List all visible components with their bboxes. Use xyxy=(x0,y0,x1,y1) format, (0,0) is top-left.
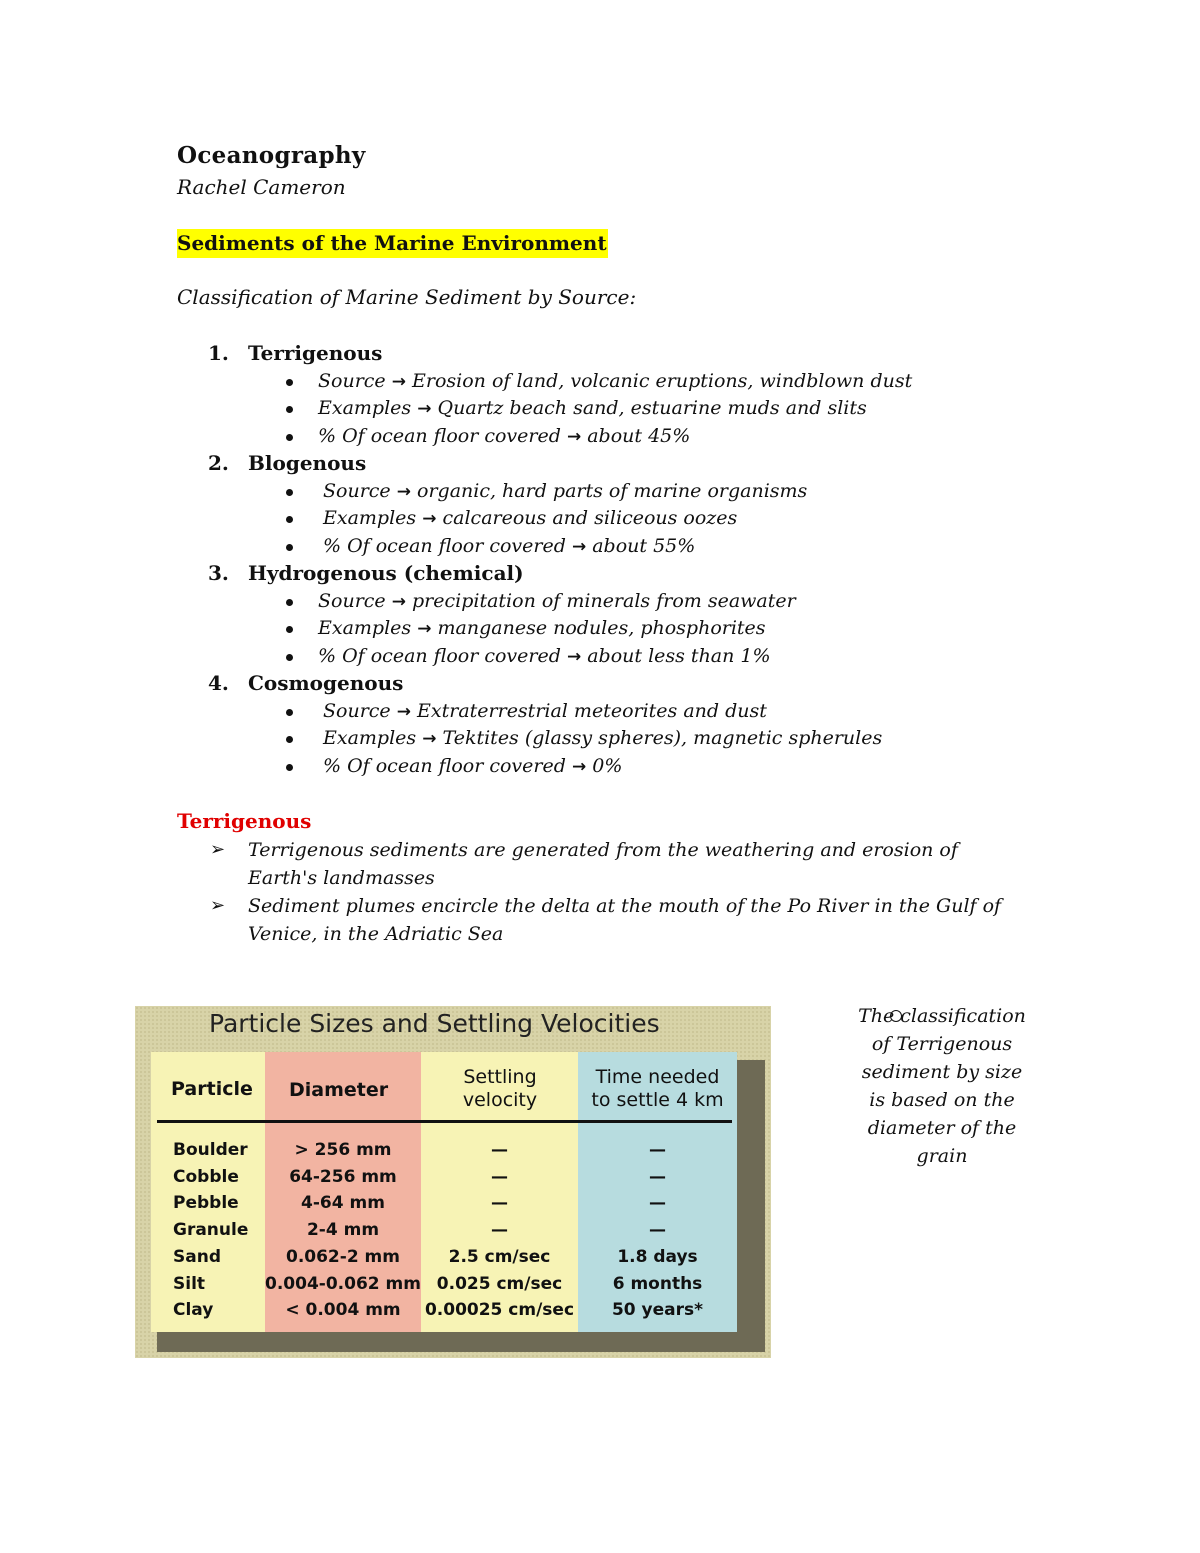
bullet-text xyxy=(318,643,771,672)
table-cell-time: 6 months xyxy=(612,1273,703,1294)
header-settling-line1: Settling xyxy=(463,1066,537,1088)
caption-text: The classification of Terrigenous sediment by size is based on the diameter of the grain xyxy=(858,1005,1026,1167)
bullet-value: about 55% xyxy=(592,534,696,557)
particle-table xyxy=(151,1052,737,1332)
table-cell-velocity: — xyxy=(491,1140,508,1160)
bullet-text xyxy=(318,423,690,452)
right-arrow-icon: → xyxy=(396,701,411,722)
bullet-label: % Of ocean floor covered xyxy=(318,644,561,667)
bullet-value: calcareous and siliceous oozes xyxy=(442,507,738,529)
category-bullet xyxy=(208,368,1008,396)
right-arrow-icon: → xyxy=(571,756,587,777)
header-settling-line2: velocity xyxy=(462,1089,538,1111)
point-text: Sediment plumes encircle the delta at the mouth of the Po River in the Gulf of Venice, in the Adriatic Sea xyxy=(248,895,1002,945)
category-name: Cosmogenous xyxy=(248,671,404,695)
bullet-dot-icon xyxy=(286,406,293,413)
bullet-value: Erosion of land, volcanic eruptions, windblown dust xyxy=(412,369,913,392)
category-number: 1. xyxy=(208,341,229,365)
table-cell-diameter: 2-4 mm xyxy=(306,1220,380,1241)
category-bullet xyxy=(208,505,1008,533)
figure-title: Particle Sizes and Settling Velocities xyxy=(209,1009,660,1038)
category-name: Blogenous xyxy=(248,451,367,475)
bullet-dot-icon xyxy=(286,709,293,716)
category-list xyxy=(208,340,1008,780)
bullet-text xyxy=(318,615,766,644)
category-bullet xyxy=(208,588,1008,616)
header-diameter: Diameter xyxy=(289,1079,389,1101)
circle-bullet-icon xyxy=(890,1010,902,1022)
bullet-label: Source xyxy=(323,699,391,722)
right-arrow-icon: → xyxy=(422,729,437,749)
bullet-dot-icon xyxy=(286,544,293,551)
bullet-value: Quartz beach sand, estuarine muds and slits xyxy=(437,397,867,419)
bullet-value: about 45% xyxy=(587,424,691,447)
category-heading xyxy=(208,450,1008,478)
table-cell-diameter: < 0.004 mm xyxy=(285,1300,401,1321)
bullet-label: Source xyxy=(318,589,386,612)
table-cell-velocity: — xyxy=(491,1193,508,1214)
terrigenous-point xyxy=(210,836,1010,892)
category-name: Hydrogenous (chemical) xyxy=(248,561,524,585)
document-title: Oceanography xyxy=(177,142,366,169)
bullet-label: Examples xyxy=(323,727,417,749)
bullet-dot-icon xyxy=(286,764,293,771)
category-bullet xyxy=(208,725,1008,753)
bullet-value: Extraterrestrial meteorites and dust xyxy=(417,699,767,722)
table-cell-diameter: 64-256 mm xyxy=(289,1166,397,1187)
table-cell-diameter: 4-64 mm xyxy=(301,1193,385,1214)
point-text: Terrigenous sediments are generated from the weathering and erosion of Earth's landmasses xyxy=(248,839,958,889)
bullet-text xyxy=(323,478,807,507)
bullet-label: Source xyxy=(323,479,391,502)
header-time-needed xyxy=(578,1066,737,1112)
table-cell-particle: Granule xyxy=(173,1220,249,1241)
bullet-dot-icon xyxy=(286,434,293,441)
right-arrow-icon: → xyxy=(422,509,437,529)
table-cell-time: — xyxy=(649,1193,666,1214)
terrigenous-points xyxy=(210,836,1010,948)
category-heading xyxy=(208,670,1008,698)
right-arrow-icon: → xyxy=(417,619,432,639)
figure-caption xyxy=(856,1002,1028,1170)
bullet-dot-icon xyxy=(286,626,293,633)
table-cell-time: 50 years* xyxy=(611,1300,704,1321)
bullet-text xyxy=(323,533,695,562)
table-cell-diameter: 0.062-2 mm xyxy=(285,1246,400,1267)
category-heading xyxy=(208,340,1008,368)
category-bullet xyxy=(208,395,1008,423)
bullet-label: % Of ocean floor covered xyxy=(323,754,566,777)
bullet-dot-icon xyxy=(286,654,293,661)
bullet-text xyxy=(318,395,867,424)
bullet-text xyxy=(318,368,912,397)
author-name: Rachel Cameron xyxy=(177,175,346,199)
bullet-dot-icon xyxy=(286,516,293,523)
bullet-dot-icon xyxy=(286,599,293,606)
right-arrow-icon: → xyxy=(396,481,411,502)
particle-size-figure xyxy=(135,1006,771,1358)
table-cell-velocity: 0.00025 cm/sec xyxy=(424,1300,575,1321)
bullet-label: Examples xyxy=(323,507,417,529)
bullet-text xyxy=(323,505,737,534)
table-cell-time: 1.8 days xyxy=(617,1246,698,1267)
header-settling-velocity xyxy=(443,1066,557,1112)
category-bullet xyxy=(208,753,1008,781)
table-cell-particle: Boulder xyxy=(173,1140,248,1160)
bullet-text xyxy=(323,698,767,727)
right-arrow-icon: → xyxy=(571,536,587,557)
table-cell-time: — xyxy=(649,1166,666,1187)
table-cell-time: — xyxy=(649,1140,666,1160)
arrowhead-bullet-icon: ➢ xyxy=(210,895,226,916)
category-bullet xyxy=(208,643,1008,671)
category-bullet xyxy=(208,533,1008,561)
category-number: 3. xyxy=(208,561,229,585)
table-cell-particle: Pebble xyxy=(173,1193,239,1214)
right-arrow-icon: → xyxy=(417,399,432,419)
terrigenous-heading: Terrigenous xyxy=(177,809,312,833)
bullet-value: about less than 1% xyxy=(587,644,771,667)
category-bullet xyxy=(208,698,1008,726)
table-cell-particle: Sand xyxy=(173,1246,221,1267)
bullet-label: % Of ocean floor covered xyxy=(318,424,561,447)
bullet-text xyxy=(323,753,622,782)
category-number: 2. xyxy=(208,451,229,475)
table-cell-diameter: 0.004-0.062 mm xyxy=(265,1273,421,1294)
category-item xyxy=(208,670,1008,780)
header-time-line2: to settle 4 km xyxy=(591,1089,724,1111)
bullet-text xyxy=(323,725,882,754)
bullet-dot-icon xyxy=(286,379,293,386)
table-cell-particle: Silt xyxy=(173,1273,206,1294)
bullet-label: Examples xyxy=(318,397,412,419)
category-bullet xyxy=(208,478,1008,506)
bullet-value: precipitation of minerals from seawater xyxy=(412,589,796,612)
right-arrow-icon: → xyxy=(566,646,582,667)
right-arrow-icon: → xyxy=(566,426,582,447)
bullet-value: organic, hard parts of marine organisms xyxy=(417,479,808,502)
arrowhead-bullet-icon: ➢ xyxy=(210,839,226,860)
bullet-text xyxy=(318,588,796,617)
table-cell-velocity: — xyxy=(491,1220,508,1241)
table-cell-diameter: > 256 mm xyxy=(294,1140,392,1160)
bullet-dot-icon xyxy=(286,489,293,496)
table-cell-velocity: 0.025 cm/sec xyxy=(436,1273,563,1294)
bullet-value: 0% xyxy=(592,754,623,777)
category-item xyxy=(208,560,1008,670)
category-number: 4. xyxy=(208,671,229,695)
terrigenous-point xyxy=(210,892,1010,948)
bullet-value: manganese nodules, phosphorites xyxy=(437,617,766,639)
table-cell-particle: Cobble xyxy=(173,1166,239,1187)
bullet-value: Tektites (glassy spheres), magnetic spherules xyxy=(442,727,883,749)
intro-text: Classification of Marine Sediment by Source: xyxy=(177,285,637,309)
category-item xyxy=(208,450,1008,560)
category-item xyxy=(208,340,1008,450)
category-bullet xyxy=(208,615,1008,643)
header-rule xyxy=(157,1120,732,1123)
bullet-label: % Of ocean floor covered xyxy=(323,534,566,557)
right-arrow-icon: → xyxy=(391,591,406,612)
table-cell-velocity: 2.5 cm/sec xyxy=(448,1246,551,1267)
bullet-label: Examples xyxy=(318,617,412,639)
header-particle: Particle xyxy=(171,1078,253,1100)
header-time-line1: Time needed xyxy=(595,1066,720,1088)
bullet-dot-icon xyxy=(286,736,293,743)
table-cell-particle: Clay xyxy=(173,1300,214,1321)
bullet-label: Source xyxy=(318,369,386,392)
right-arrow-icon: → xyxy=(391,371,406,392)
category-bullet xyxy=(208,423,1008,451)
category-heading xyxy=(208,560,1008,588)
table-cell-time: — xyxy=(649,1220,666,1241)
table-cell-velocity: — xyxy=(491,1166,508,1187)
category-name: Terrigenous xyxy=(248,341,383,365)
section-heading: Sediments of the Marine Environment xyxy=(177,229,608,258)
